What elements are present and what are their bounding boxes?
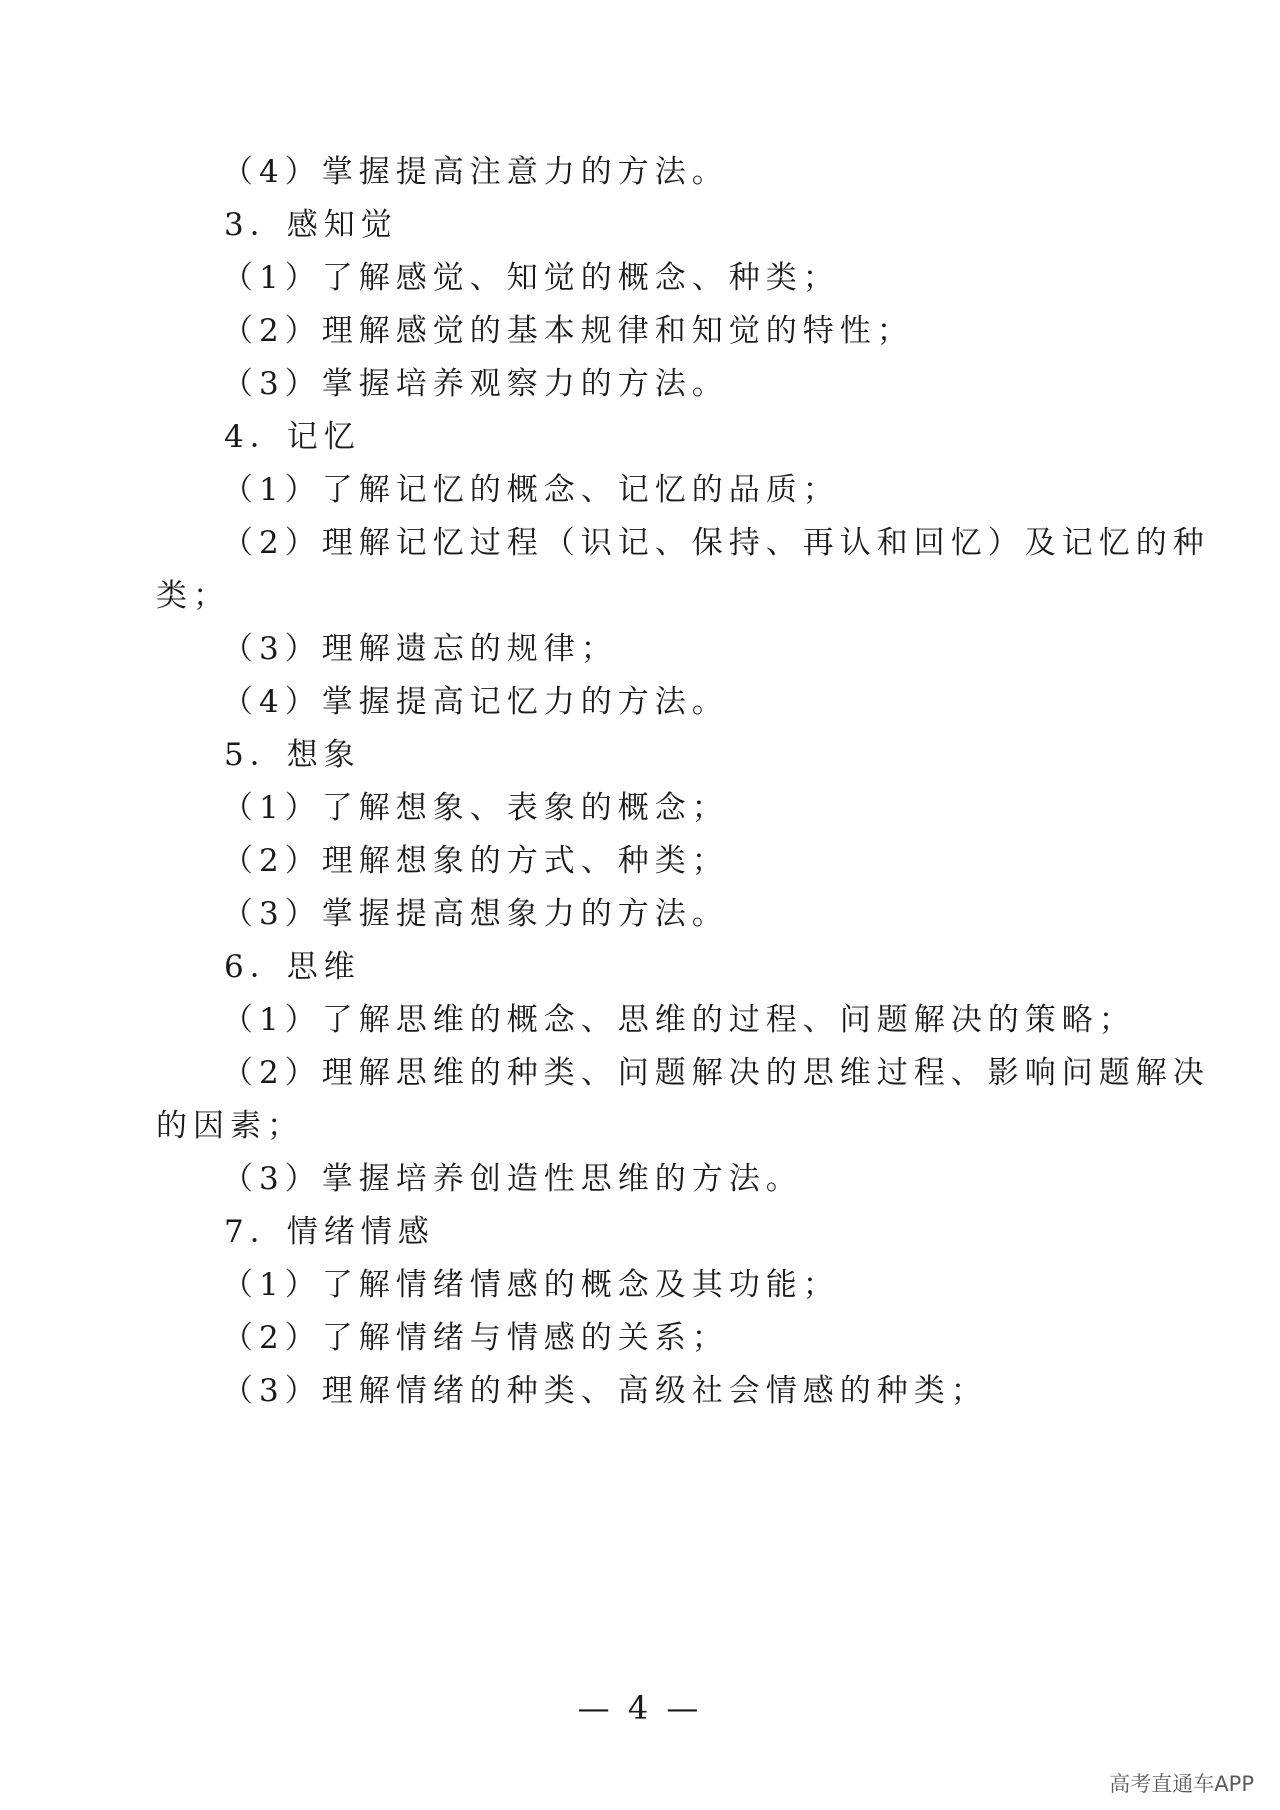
text-line: （2）理解感觉的基本规律和知觉的特性；: [222, 313, 914, 349]
text-line: （3）掌握提高想象力的方法。: [222, 896, 729, 932]
text-line: （3）理解遗忘的规律；: [222, 631, 618, 667]
text-line-continuation: 类；: [156, 578, 230, 614]
text-line: （1）了解记忆的概念、记忆的品质；: [222, 472, 840, 508]
text-line: （3）掌握培养创造性思维的方法。: [222, 1161, 803, 1197]
page-number: — 4 —: [577, 1689, 703, 1727]
text-line: （2）了解情绪与情感的关系；: [222, 1320, 729, 1356]
text-line: （4）掌握提高记忆力的方法。: [222, 684, 729, 720]
text-line: （2）理解思维的种类、问题解决的思维过程、影响问题解决: [222, 1055, 1210, 1091]
text-line-continuation: 的因素；: [156, 1108, 304, 1144]
text-line: （2）理解记忆过程（识记、保持、再认和回忆）及记忆的种: [222, 525, 1210, 561]
section-heading: 7．情绪情感: [224, 1214, 435, 1250]
text-line: （2）理解想象的方式、种类；: [222, 843, 729, 879]
section-heading: 4．记忆: [224, 419, 361, 455]
text-line: （3）理解情绪的种类、高级社会情感的种类；: [222, 1373, 988, 1409]
watermark: 高考直通车APP: [1109, 1772, 1254, 1796]
section-heading: 5．想象: [224, 737, 361, 773]
section-heading: 6．思维: [224, 949, 361, 985]
text-line: （1）了解情绪情感的概念及其功能；: [222, 1267, 840, 1303]
text-line: （1）了解感觉、知觉的概念、种类；: [222, 260, 840, 296]
text-line: （3）掌握培养观察力的方法。: [222, 366, 729, 402]
section-heading: 3．感知觉: [224, 207, 398, 243]
text-line: （1）了解想象、表象的概念；: [222, 790, 729, 826]
text-line: （4）掌握提高注意力的方法。: [222, 154, 729, 190]
text-line: （1）了解思维的概念、思维的过程、问题解决的策略；: [222, 1002, 1136, 1038]
